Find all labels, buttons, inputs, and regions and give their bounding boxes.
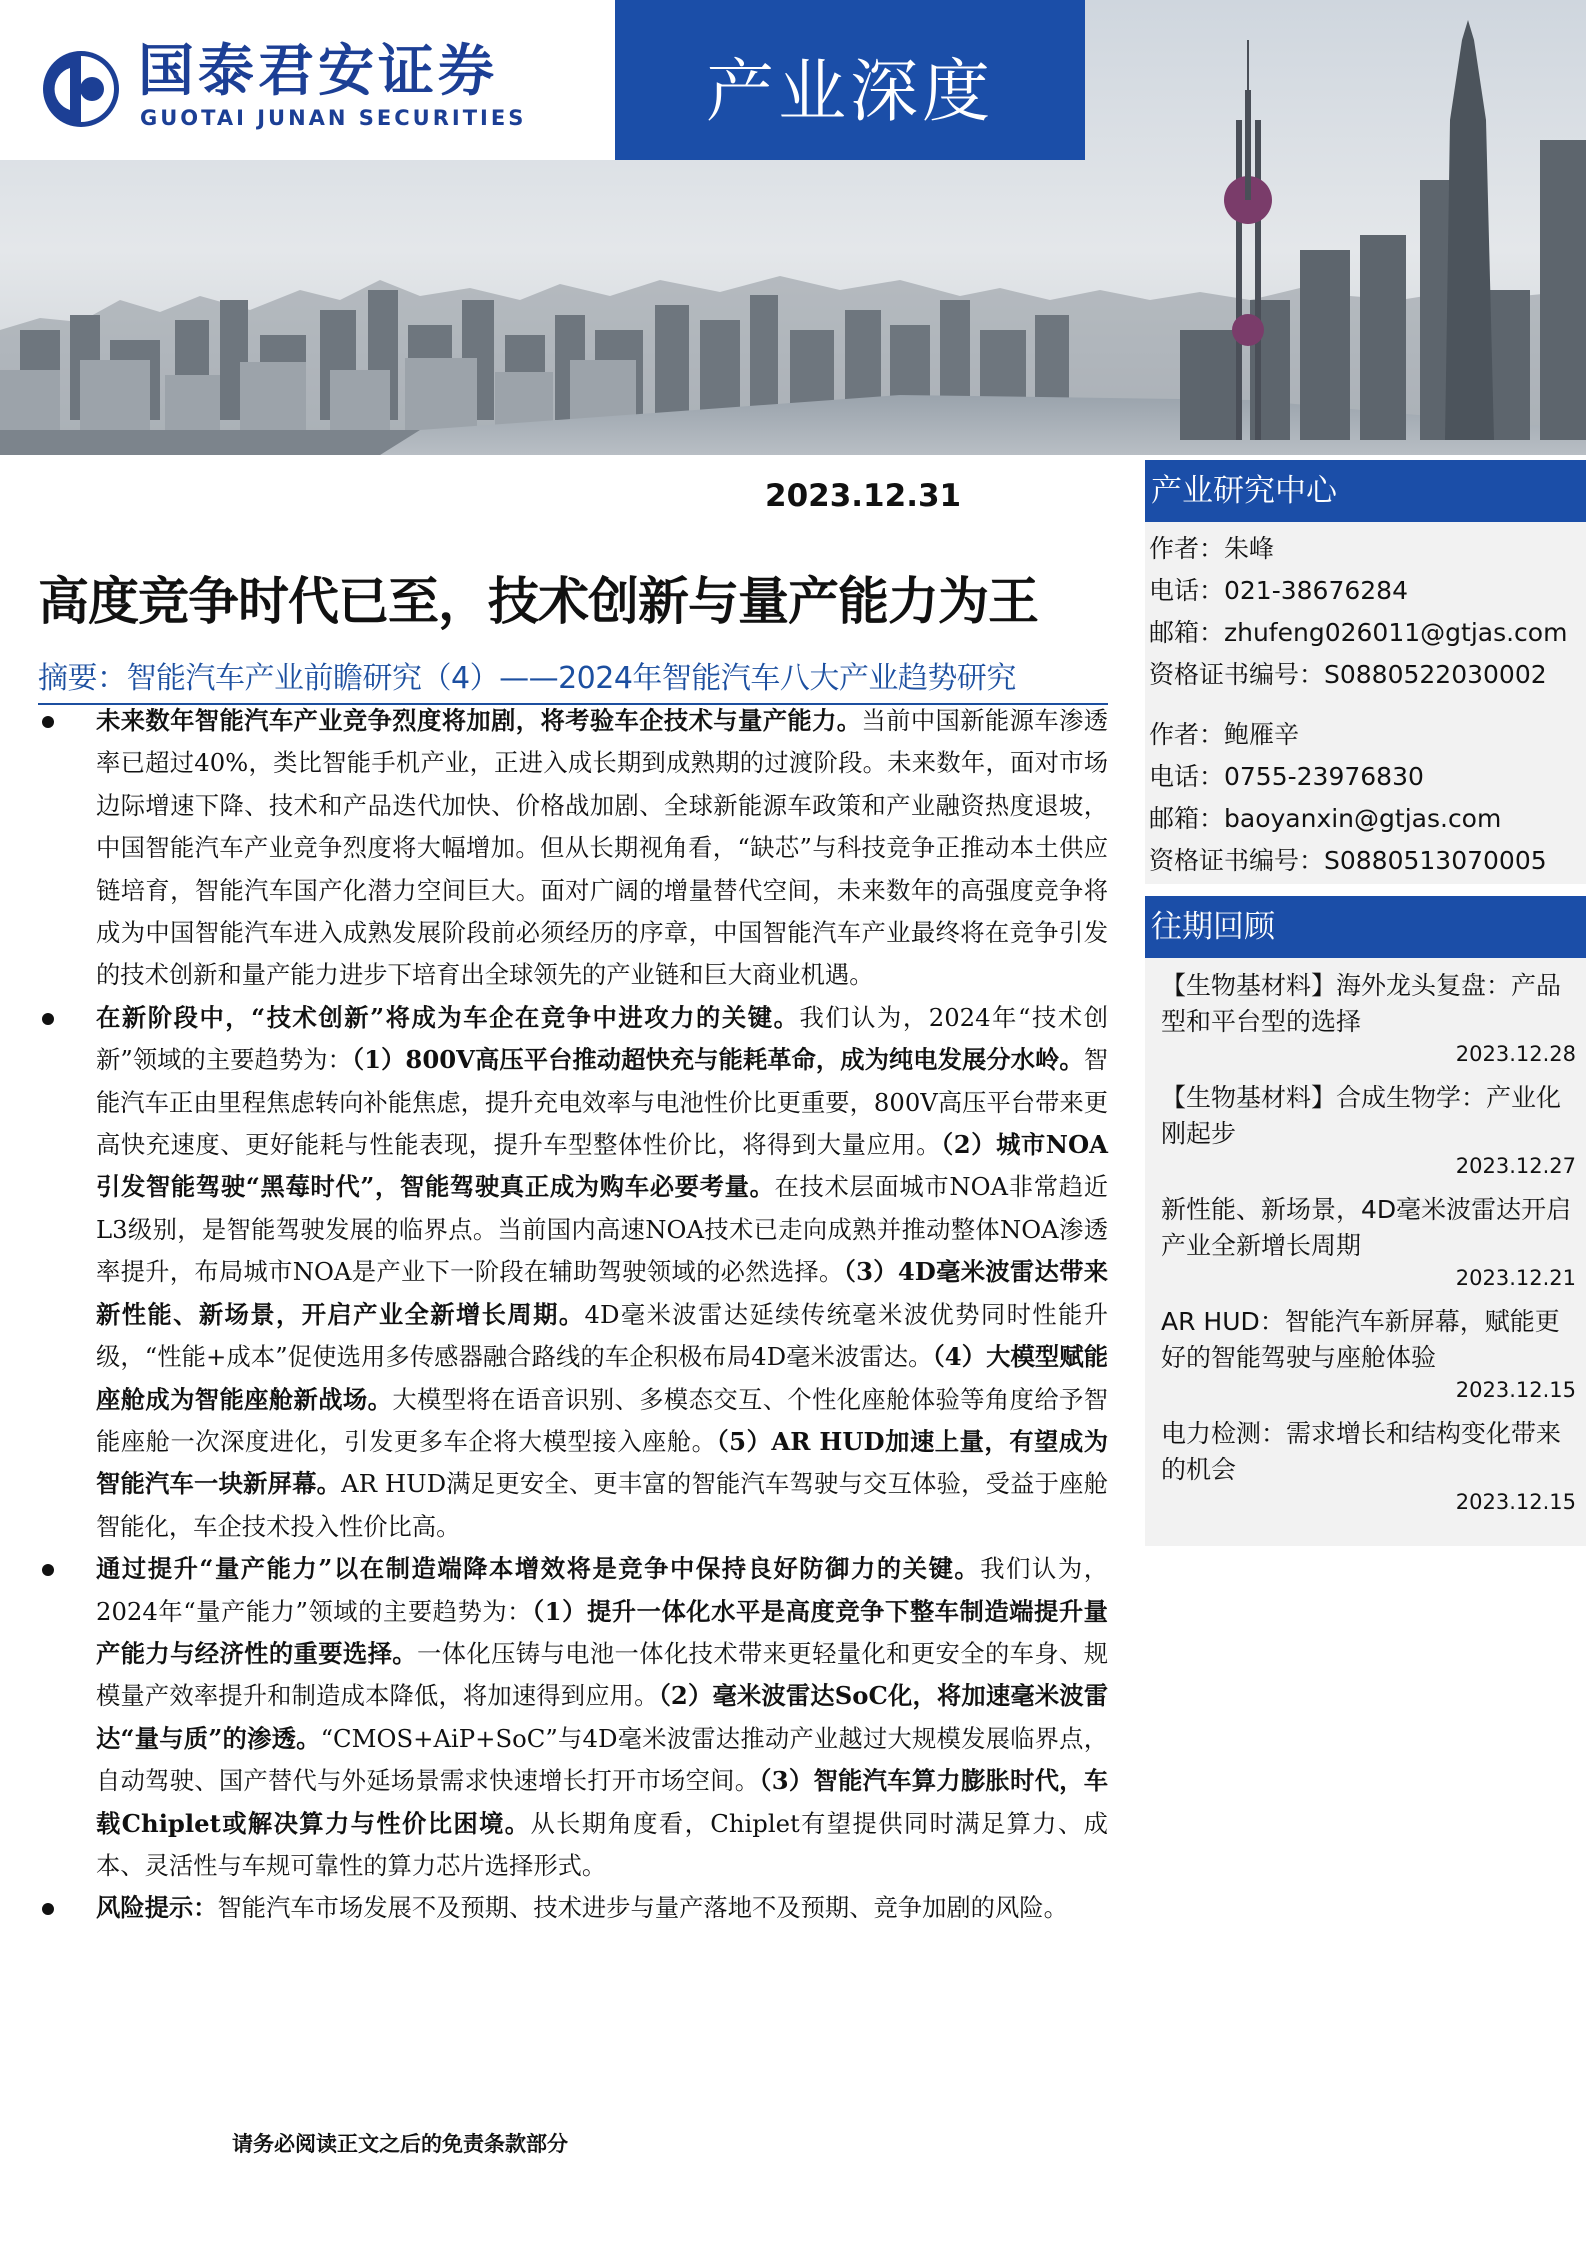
summary-body (40, 700, 1108, 1930)
bullet-dot-icon (42, 716, 54, 728)
report-date: 2023.12.31 (765, 478, 962, 514)
bullet-text-bold: （1）提升一体化水平是高度竞争下整车制造端提升量产能力与经济性的重要选择。 (96, 1596, 1108, 1668)
author-name: 作者：鲍雁辛 (1149, 720, 1300, 749)
history-item[interactable] (1161, 968, 1576, 1068)
history-item[interactable] (1161, 1080, 1576, 1180)
header-banner (0, 0, 1586, 455)
bullet-text-bold: （5）AR HUD加速上量，有望成为智能汽车一块新屏幕。 (96, 1426, 1108, 1499)
logo-text-en: GUOTAI JUNAN SECURITIES (140, 106, 527, 130)
bullet-text: 4D毫米波雷达延续传统毫米波优势同时性能升级，“性能+成本”促使选用多传感器融合路线的车企积极布局4D毫米波雷达。 (96, 1299, 1108, 1372)
author-phone: 电话：021-38676284 (1149, 576, 1408, 605)
bullet-text: 智能汽车正由里程焦虑转向补能焦虑，提升充电效率与电池性价比更重要，800V高压平台带来更高快充速度、更好能耗与性能表现，提升车型整体性价比，将得到大量应用。 (96, 1045, 1108, 1160)
bullet-text: 在技术层面城市NOA非常趋近L3级别，是智能驾驶发展的临界点。当前国内高速NOA技术已走向成熟并推动整体NOA渗透率提升，布局城市NOA是产业下一阶段在辅助驾驶领域的必然选择。 (96, 1172, 1108, 1287)
history-item-date: 2023.12.15 (1455, 1490, 1576, 1514)
summary-bullet-1 (40, 700, 1108, 997)
author-cert: 资格证书编号：S0880522030002 (1149, 660, 1547, 689)
author-email[interactable]: 邮箱：zhufeng026011@gtjas.com (1149, 618, 1568, 647)
author-divider (1149, 696, 1582, 714)
history-item-date: 2023.12.27 (1455, 1154, 1576, 1178)
report-subtitle: 摘要：智能汽车产业前瞻研究（4）——2024年智能汽车八大产业趋势研究 (38, 653, 1108, 705)
disclaimer-footer: 请务必阅读正文之后的免责条款部分 (232, 2132, 568, 2156)
summary-bullet-3 (40, 1548, 1108, 1887)
logo-area (0, 0, 615, 160)
bullet-text: 当前中国新能源车渗透率已超过40%，类比智能手机产业，正进入成长期到成熟期的过渡阶段。未来数年，面对市场边际增速下降、技术和产品迭代加快、价格战加剧、全球新能源车政策和产业融资热度退坡，中国智能汽车产业竞争烈度将大幅增加。但从长期视角看，“缺芯”与科技竞争正推动本土供应链培育，智能汽车国产化潜力空间巨大。面对广阔的增量替代空间，未来数年的高强度竞争将成为中国智能汽车进入成熟发展阶段前必须经历的序章，中国智能汽车产业最终将在竞争引发的技术创新和量产能力进步下培育出全球领先的产业链和巨大商业机遇。 (96, 706, 1108, 990)
bullet-text-bold: 未来数年智能汽车产业竞争烈度将加剧，将考验车企技术与量产能力。 (96, 706, 862, 735)
author-phone: 电话：0755-23976830 (1149, 762, 1424, 791)
research-center-header: 产业研究中心 (1145, 460, 1586, 522)
summary-bullet-2 (40, 997, 1108, 1548)
sidebar (1145, 460, 1586, 1546)
bullet-text: 大模型将在语音识别、多模态交互、个性化座舱体验等角度给予智能座舱一次深度进化，引发更多车企将大模型接入座舱。 (96, 1384, 1108, 1456)
bullet-dot-icon (42, 1903, 54, 1915)
summary-bullet-risk (40, 1887, 1108, 1929)
author-name: 作者：朱峰 (1149, 534, 1275, 563)
report-title: 高度竞争时代已至，技术创新与量产能力为王 (38, 573, 1039, 632)
bullet-text: 我们认为，2024年“技术创新”领域的主要趋势为： (96, 1002, 1108, 1075)
bullet-dot-icon (42, 1013, 54, 1025)
bullet-text-bold: 风险提示： (96, 1893, 218, 1923)
bullet-text-bold: （1）800V高压平台推动超快充与能耗革命，成为纯电发展分水岭。 (351, 1045, 1084, 1075)
bullet-text: 智能汽车市场发展不及预期、技术进步与量产落地不及预期、竞争加剧的风险。 (217, 1893, 1068, 1923)
bullet-text: 我们认为，2024年“量产能力”领域的主要趋势为： (96, 1554, 1108, 1626)
bullet-dot-icon (42, 1564, 54, 1576)
bullet-text-bold: 在新阶段中，“技术创新”将成为车企在竞争中进攻力的关键。 (96, 1002, 800, 1032)
bullet-text-bold: （3）智能汽车算力膨胀时代，车载Chiplet或解决算力与性价比困境。 (96, 1766, 1109, 1838)
history-item-title[interactable]: AR HUD：智能汽车新屏幕，赋能更好的智能驾驶与座舱体验 (1161, 1307, 1560, 1372)
history-item[interactable] (1161, 1416, 1576, 1516)
bullet-text-bold: （2）城市NOA引发智能驾驶“黑莓时代”，智能驾驶真正成为购车必要考量。 (96, 1130, 1109, 1202)
author-email[interactable]: 邮箱：baoyanxin@gtjas.com (1149, 804, 1502, 833)
history-item[interactable] (1161, 1192, 1576, 1292)
bullet-text: 从长期角度看，Chiplet有望提供同时满足算力、成本、灵活性与车规可靠性的算力芯片选择形式。 (96, 1808, 1108, 1880)
bullet-text: AR HUD满足更安全、更丰富的智能汽车驾驶与交互体验，受益于座舱智能化，车企技术投入性价比高。 (96, 1469, 1108, 1541)
history-item-date: 2023.12.15 (1455, 1378, 1576, 1402)
history-item-date: 2023.12.21 (1455, 1266, 1576, 1290)
bullet-text-bold: （4）大模型赋能座舱成为智能座舱新战场。 (96, 1342, 1109, 1414)
gtja-logo-icon (40, 48, 122, 130)
history-item-date: 2023.12.28 (1455, 1042, 1576, 1066)
author-info (1145, 522, 1586, 884)
history-item-title[interactable]: 新性能、新场景，4D毫米波雷达开启产业全新增长周期 (1161, 1195, 1572, 1260)
history-item-title[interactable]: 【生物基材料】海外龙头复盘：产品型和平台型的选择 (1161, 971, 1562, 1036)
bullet-text: 一体化压铸与电池一体化技术带来更轻量化和更安全的车身、规模量产效率提升和制造成本降低，将加速得到应用。 (96, 1638, 1109, 1711)
history-list (1145, 958, 1586, 1546)
history-header: 往期回顾 (1145, 896, 1586, 958)
report-type-label: 产业深度 (705, 53, 994, 132)
author-cert: 资格证书编号：S0880513070005 (1149, 846, 1547, 875)
bullet-text-bold: （2）毫米波雷达SoC化，将加速毫米波雷达“量与质”的渗透。 (96, 1681, 1108, 1753)
history-item[interactable] (1161, 1304, 1576, 1404)
bullet-text-bold: 通过提升“量产能力”以在制造端降本增效将是竞争中保持良好防御力的关键。 (96, 1554, 981, 1584)
logo-text-cn: 国泰君安证券 (138, 39, 498, 104)
report-type-banner (615, 0, 1085, 160)
bullet-text-bold: （3）4D毫米波雷达带来新性能、新场景，开启产业全新增长周期。 (96, 1257, 1108, 1329)
history-item-title[interactable]: 【生物基材料】合成生物学：产业化刚起步 (1161, 1083, 1562, 1148)
history-item-title[interactable]: 电力检测：需求增长和结构变化带来的机会 (1161, 1419, 1562, 1484)
bullet-text: “CMOS+AiP+SoC”与4D毫米波雷达推动产业越过大规模发展临界点，自动驾驶、国产替代与外延场景需求快速增长打开市场空间。 (96, 1723, 1109, 1796)
